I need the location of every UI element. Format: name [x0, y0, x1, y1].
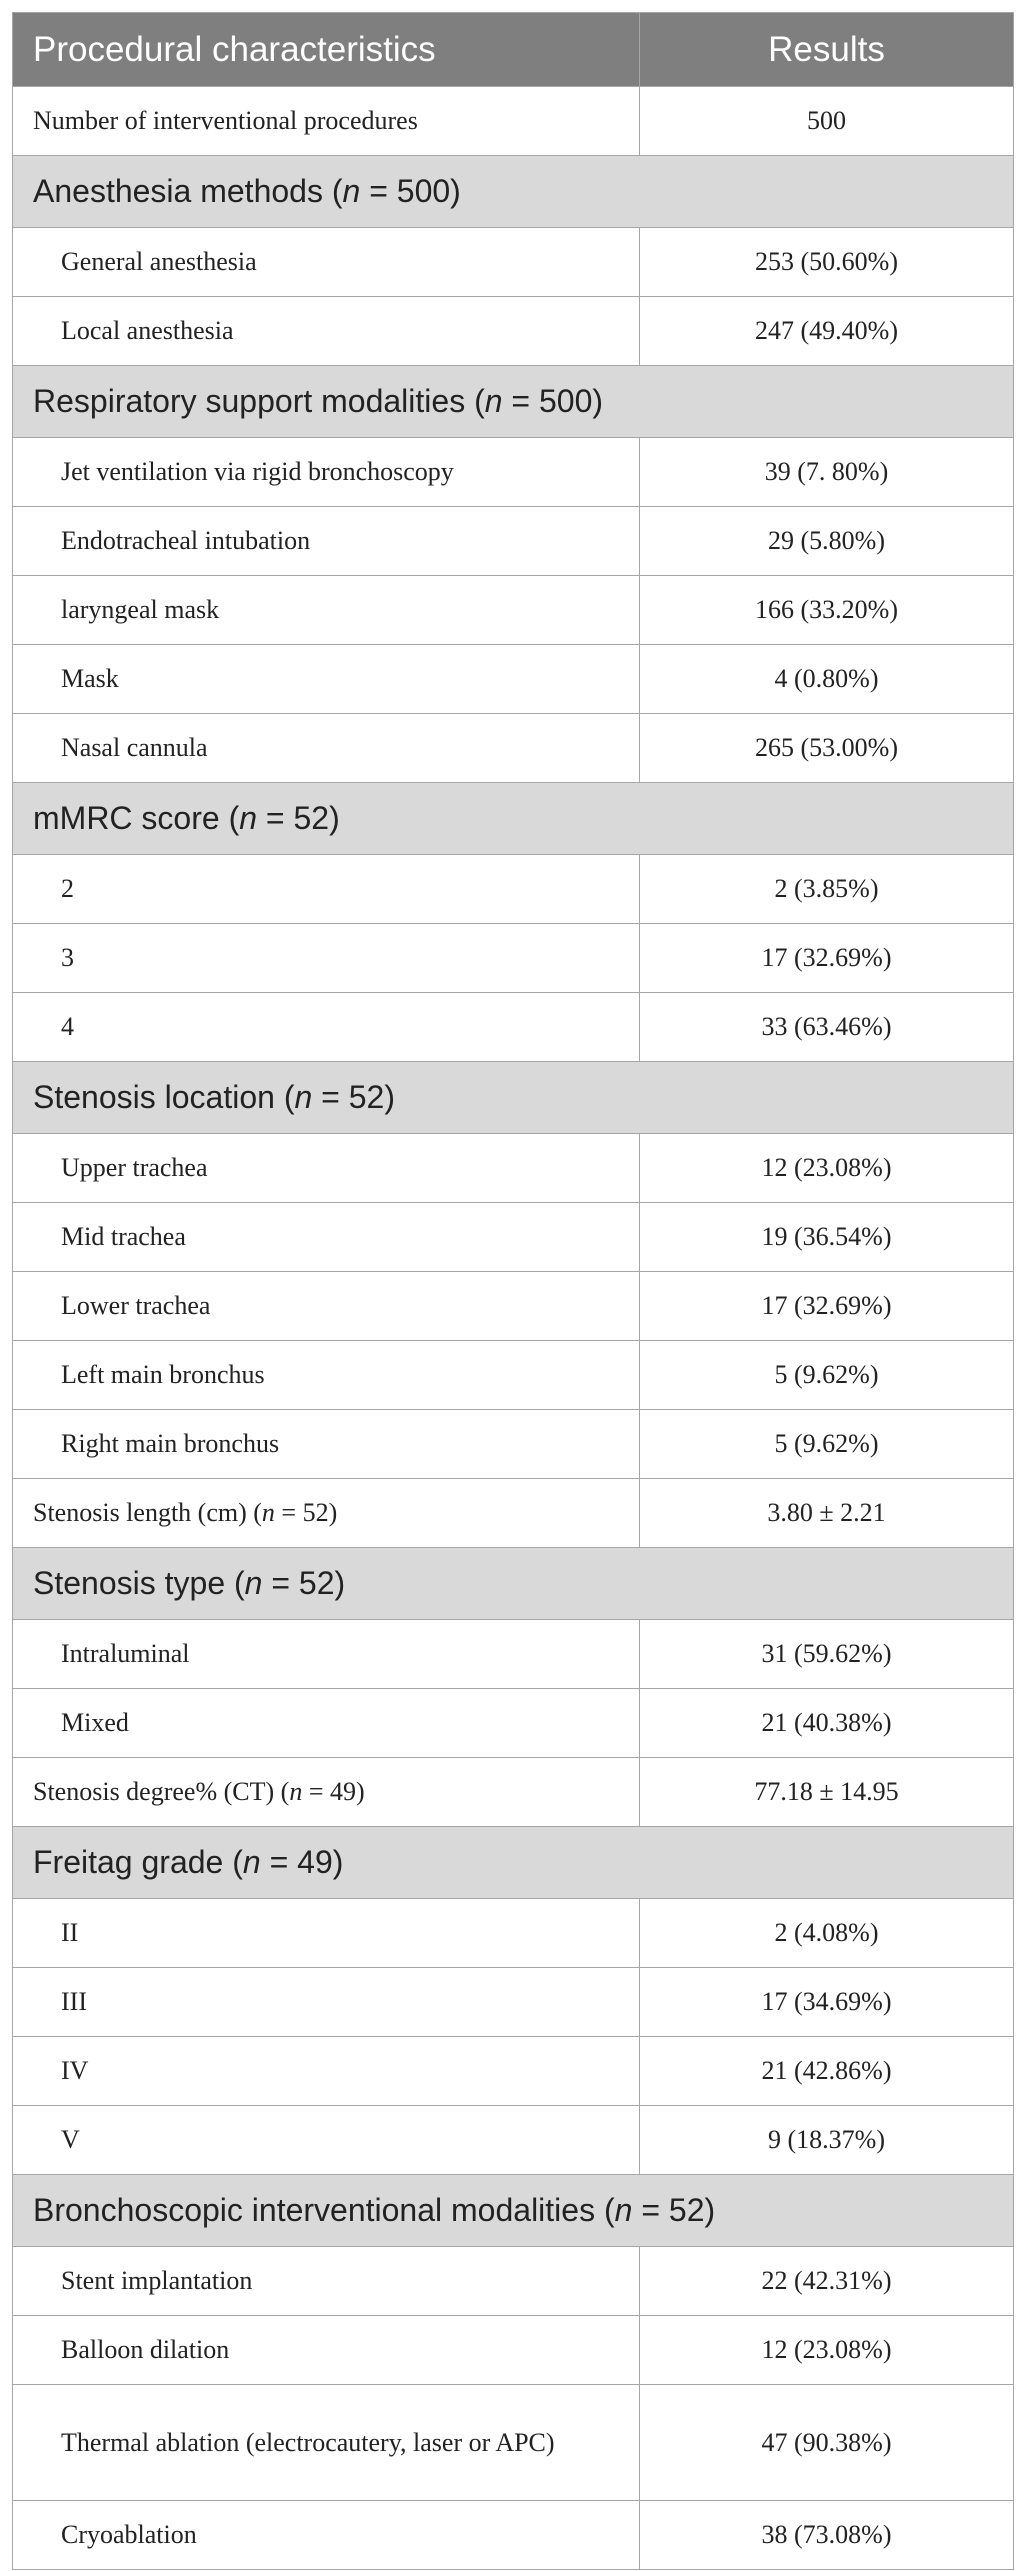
row-value: 21 (42.86%) [640, 2037, 1014, 2106]
section-label: mMRC score (n = 52) [13, 783, 1014, 855]
table-row [13, 1899, 1014, 1968]
section-header-respiratory-support [13, 366, 1014, 438]
row-label: laryngeal mask [13, 576, 640, 645]
row-label: 3 [13, 924, 640, 993]
table-row [13, 855, 1014, 924]
row-label: Mask [13, 645, 640, 714]
row-value: 38 (73.08%) [640, 2501, 1014, 2570]
table-row [13, 1620, 1014, 1689]
row-label: Nasal cannula [13, 714, 640, 783]
table-row [13, 297, 1014, 366]
row-label: Cryoablation [13, 2501, 640, 2570]
table-row [13, 1272, 1014, 1341]
table-row [13, 576, 1014, 645]
section-header-stenosis-location [13, 1062, 1014, 1134]
section-header-anesthesia [13, 156, 1014, 228]
row-value: 21 (40.38%) [640, 1689, 1014, 1758]
table-row [13, 1758, 1014, 1827]
table-row [13, 2385, 1014, 2501]
row-value: 12 (23.08%) [640, 1134, 1014, 1203]
row-value: 166 (33.20%) [640, 576, 1014, 645]
row-label: Local anesthesia [13, 297, 640, 366]
section-header-mmrc-score [13, 783, 1014, 855]
table-row [13, 1410, 1014, 1479]
procedural-characteristics-table [12, 12, 1014, 2570]
row-label: Left main bronchus [13, 1341, 640, 1410]
table-row [13, 438, 1014, 507]
table-row [13, 2037, 1014, 2106]
row-value: 4 (0.80%) [640, 645, 1014, 714]
section-header-bronchoscopic-modalities [13, 2175, 1014, 2247]
table-row [13, 645, 1014, 714]
table-row [13, 2316, 1014, 2385]
row-label: Jet ventilation via rigid bronchoscopy [13, 438, 640, 507]
row-value: 19 (36.54%) [640, 1203, 1014, 1272]
procedural-table-container [12, 12, 1013, 2570]
row-value: 12 (23.08%) [640, 2316, 1014, 2385]
row-label: II [13, 1899, 640, 1968]
row-label: Right main bronchus [13, 1410, 640, 1479]
row-label: III [13, 1968, 640, 2037]
row-value: 33 (63.46%) [640, 993, 1014, 1062]
row-value: 2 (3.85%) [640, 855, 1014, 924]
row-value: 31 (59.62%) [640, 1620, 1014, 1689]
row-value: 22 (42.31%) [640, 2247, 1014, 2316]
row-label: Balloon dilation [13, 2316, 640, 2385]
section-label: Stenosis location (n = 52) [13, 1062, 1014, 1134]
row-value: 5 (9.62%) [640, 1410, 1014, 1479]
section-label: Freitag grade (n = 49) [13, 1827, 1014, 1899]
row-value: 3.80 ± 2.21 [640, 1479, 1014, 1548]
section-label: Stenosis type (n = 52) [13, 1548, 1014, 1620]
row-value: 17 (32.69%) [640, 1272, 1014, 1341]
section-header-freitag-grade [13, 1827, 1014, 1899]
row-value: 247 (49.40%) [640, 297, 1014, 366]
row-label: 2 [13, 855, 640, 924]
row-value: 47 (90.38%) [640, 2385, 1014, 2501]
row-label: Thermal ablation (electrocautery, laser or APC) [13, 2385, 640, 2501]
table-row [13, 993, 1014, 1062]
row-value: 39 (7. 80%) [640, 438, 1014, 507]
row-label: General anesthesia [13, 228, 640, 297]
row-label: Stent implantation [13, 2247, 640, 2316]
row-value: 5 (9.62%) [640, 1341, 1014, 1410]
table-row [13, 1134, 1014, 1203]
row-label: Intraluminal [13, 1620, 640, 1689]
table-row [13, 714, 1014, 783]
row-label: Lower trachea [13, 1272, 640, 1341]
header-results: Results [640, 13, 1014, 87]
row-label: Stenosis length (cm) (n = 52) [13, 1479, 640, 1548]
table-row [13, 1968, 1014, 2037]
row-value: 500 [640, 87, 1014, 156]
table-row [13, 2106, 1014, 2175]
row-value: 17 (32.69%) [640, 924, 1014, 993]
section-header-stenosis-type [13, 1548, 1014, 1620]
row-value: 2 (4.08%) [640, 1899, 1014, 1968]
row-value: 253 (50.60%) [640, 228, 1014, 297]
row-label: V [13, 2106, 640, 2175]
table-row [13, 1341, 1014, 1410]
row-label: Mid trachea [13, 1203, 640, 1272]
row-value: 17 (34.69%) [640, 1968, 1014, 2037]
table-row [13, 2247, 1014, 2316]
row-value: 265 (53.00%) [640, 714, 1014, 783]
header-procedural-characteristics: Procedural characteristics [13, 13, 640, 87]
table-header-row [13, 13, 1014, 87]
section-label: Respiratory support modalities (n = 500) [13, 366, 1014, 438]
table-row [13, 1203, 1014, 1272]
section-label: Bronchoscopic interventional modalities (n = 52) [13, 2175, 1014, 2247]
row-value: 77.18 ± 14.95 [640, 1758, 1014, 1827]
table-row [13, 507, 1014, 576]
table-row [13, 1479, 1014, 1548]
row-label: Number of interventional procedures [13, 87, 640, 156]
row-label: 4 [13, 993, 640, 1062]
row-label: Upper trachea [13, 1134, 640, 1203]
table-row [13, 228, 1014, 297]
table-row [13, 87, 1014, 156]
row-label: Endotracheal intubation [13, 507, 640, 576]
section-label: Anesthesia methods (n = 500) [13, 156, 1014, 228]
table-row [13, 2501, 1014, 2570]
row-value: 9 (18.37%) [640, 2106, 1014, 2175]
row-label: Stenosis degree% (CT) (n = 49) [13, 1758, 640, 1827]
row-label: Mixed [13, 1689, 640, 1758]
table-row [13, 924, 1014, 993]
row-value: 29 (5.80%) [640, 507, 1014, 576]
row-label: IV [13, 2037, 640, 2106]
table-row [13, 1689, 1014, 1758]
